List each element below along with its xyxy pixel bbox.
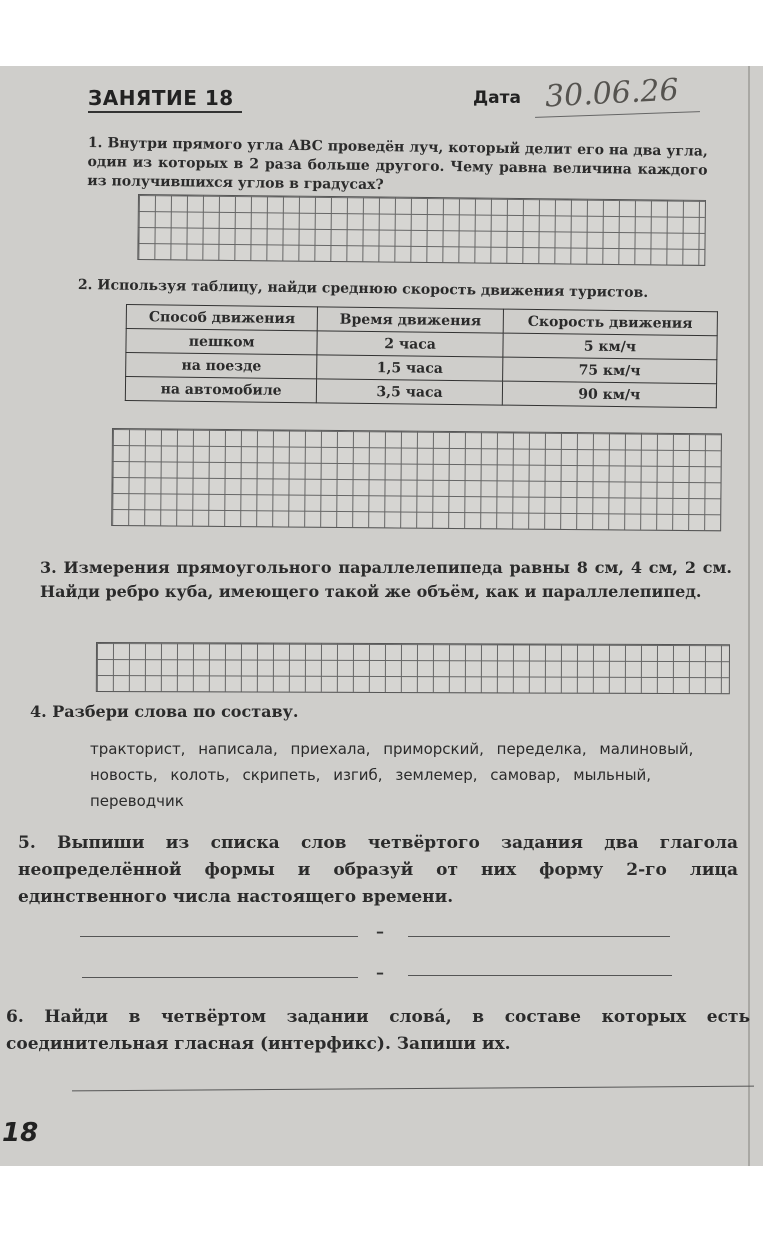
task-3-text: 3. Измерения прямоугольного параллелепипеда равны 8 см, 4 см, 2 см. Найди ребро куба, имеющего такой же объём, как и параллелепипед. <box>40 558 732 601</box>
date-label: Дата <box>473 88 521 108</box>
table-cell: на поезде <box>126 353 318 379</box>
task-6-text: 6. Найди в четвёртом задании слова́, в составе которых есть соединительная гласная (интерфикс). Запиши их. <box>6 1007 750 1054</box>
table-cell: 2 часа <box>317 331 503 357</box>
page-number: 18 <box>2 1118 39 1148</box>
answer-line[interactable] <box>408 975 672 976</box>
date-handwritten: 30.06.26 <box>544 72 680 115</box>
table-header-cell: Способ движения <box>126 305 318 331</box>
workbook-page <box>0 66 763 1166</box>
answer-dash: – <box>376 963 384 982</box>
table-header-cell: Скорость движения <box>503 309 717 336</box>
table-cell: на автомобиле <box>125 377 317 403</box>
answer-line[interactable] <box>72 1086 754 1092</box>
task-1-answer-grid[interactable] <box>137 194 706 266</box>
answer-line[interactable] <box>80 936 358 937</box>
table-cell: 90 км/ч <box>502 381 716 408</box>
task-5-text: 5. Выпиши из списка слов четвёртого задания два глагола неопределённой формы и образуй от них форму 2-го лица единственного числа настоящего времени. <box>18 833 738 907</box>
page-spine <box>748 66 750 1166</box>
answer-line[interactable] <box>82 977 358 978</box>
table-cell: пешком <box>126 329 318 355</box>
answer-dash: – <box>376 922 384 941</box>
task-3-answer-grid[interactable] <box>96 642 730 694</box>
table-header-cell: Время движения <box>318 307 504 333</box>
title-underline <box>88 111 242 113</box>
lesson-title: ЗАНЯТИЕ 18 <box>88 86 234 110</box>
table-cell: 75 км/ч <box>502 357 716 384</box>
task-1-text: 1. Внутри прямого угла ABC проведён луч, который делит его на два угла, один из которых в 2 раза больше другого. Чему равна величина каждого из получившихся углов в градусах? <box>87 134 708 194</box>
task-2-answer-grid[interactable] <box>111 428 722 531</box>
task-4-word-list: тракторист, написала, приехала, приморский, переделка, малиновый, новость, колоть, скрипеть, изгиб, землемер, самовар, мыльный, переводчик <box>90 740 694 810</box>
task-2-text: 2. Используя таблицу, найди среднюю скорость движения туристов. <box>77 276 649 301</box>
table-cell: 5 км/ч <box>503 333 717 360</box>
table-cell: 1,5 часа <box>317 355 503 381</box>
speed-table <box>125 304 718 408</box>
answer-line[interactable] <box>408 936 670 937</box>
table-cell: 3,5 часа <box>317 379 503 405</box>
task-4-text: 4. Разбери слова по составу. <box>30 702 299 721</box>
